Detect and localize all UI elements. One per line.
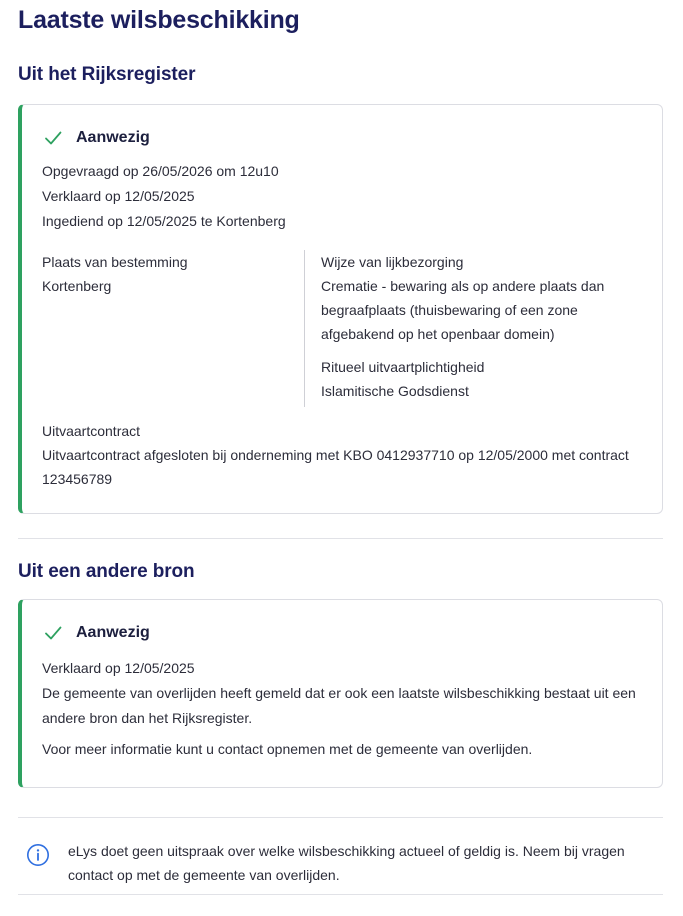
destination-value: Kortenberg [42,278,112,294]
destination-column [42,250,304,407]
section-divider [18,894,663,895]
details-grid [42,250,638,407]
funeral-value: Crematie - bewaring als op andere plaats dan begraafplaats (thuisbewaring of een zone afgebakend op het openbaar domein) [321,278,605,342]
status-row [42,622,638,644]
submitted-date: Ingediend op 12/05/2025 te Kortenberg [42,213,286,229]
meta-block [42,656,638,762]
info-icon [26,843,50,867]
requested-date: Opgevraagd op 26/05/2026 om 12u10 [42,163,279,179]
rijksregister-card [18,104,663,514]
meta-block [42,159,638,234]
declared-date: Verklaard op 12/05/2025 [42,188,195,204]
funeral-label: Wijze van lijkbezorging [321,254,464,270]
section-heading-other-source: Uit een andere bron [18,561,195,582]
description-text: De gemeente van overlijden heeft gemeld dat er ook een laatste wilsbeschikking bestaat uit een andere bron dan het Rijksregister. [42,685,636,726]
ritual-label: Ritueel uitvaartplichtigheid [321,359,485,375]
info-text: eLys doet geen uitspraak over welke wilsbeschikking actueel of geldig is. Neem bij vragen contact op met de gemeente van overlijden. [68,843,625,883]
check-icon [44,129,62,147]
page-title: Laatste wilsbeschikking [18,6,300,34]
info-notice [18,818,663,894]
destination-label: Plaats van bestemming [42,254,188,270]
status-label: Aanwezig [76,129,150,146]
contract-label: Uitvaartcontract [42,423,141,439]
status-row [42,127,638,149]
section-heading-rijksregister: Uit het Rijksregister [18,64,196,85]
ritual-value: Islamitische Godsdienst [321,383,469,399]
check-icon [44,624,62,642]
status-label: Aanwezig [76,624,150,641]
declared-date: Verklaard op 12/05/2025 [42,660,195,676]
other-source-card [18,599,663,788]
section-divider [18,538,663,539]
contract-block [42,419,638,491]
funeral-column [304,250,638,407]
contract-value: Uitvaartcontract afgesloten bij onderneming met KBO 0412937710 op 12/05/2000 met contract 123456789 [42,447,629,487]
more-info-text: Voor meer informatie kunt u contact opnemen met de gemeente van overlijden. [42,741,533,757]
